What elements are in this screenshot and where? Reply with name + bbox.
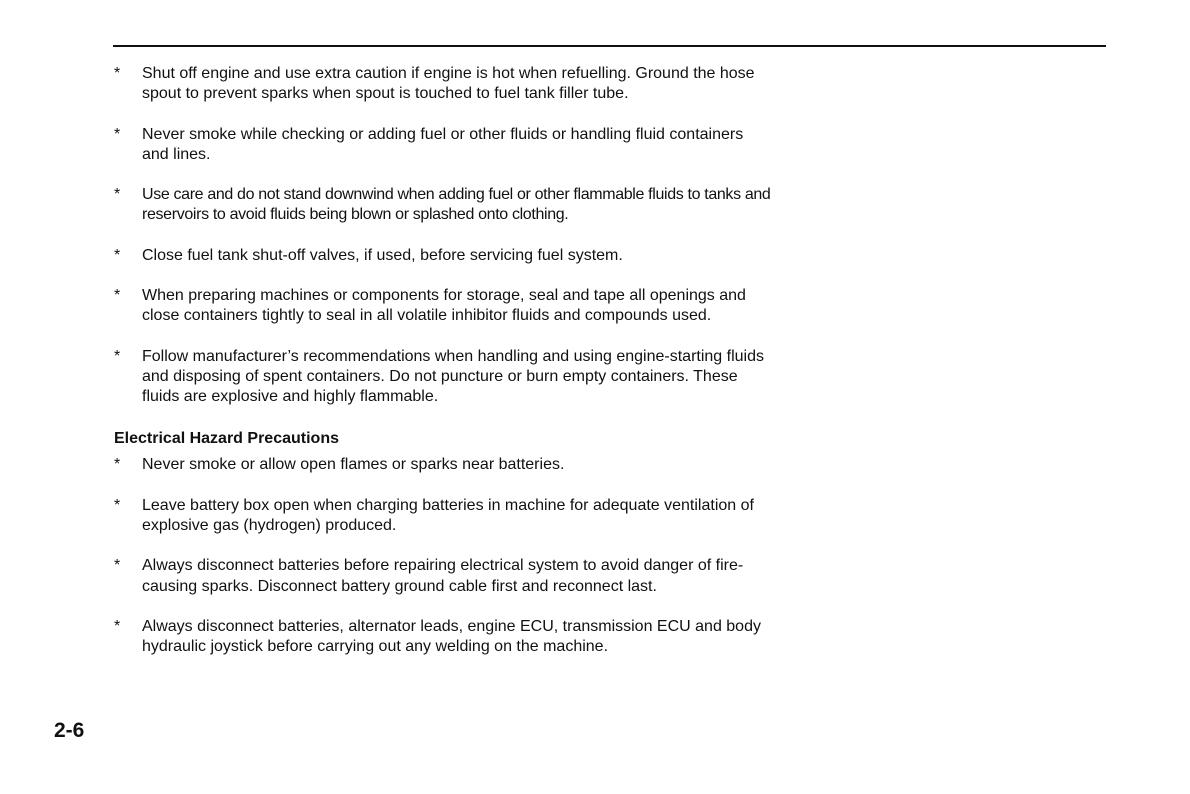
electrical-precaution-item bbox=[114, 455, 774, 475]
fuel-precaution-item bbox=[114, 286, 774, 326]
fuel-precaution-text: Follow manufacturer’s recommendations when handling and using engine-starting fluids and disposing of spent containers. Do not puncture or burn empty containers. These fluids are explosive and highly flammable. bbox=[142, 347, 764, 406]
fuel-precaution-item bbox=[114, 125, 774, 165]
bullet-asterisk: * bbox=[114, 496, 121, 514]
bullet-asterisk: * bbox=[114, 557, 121, 575]
bullet-asterisk: * bbox=[114, 456, 121, 474]
bullet-asterisk: * bbox=[114, 246, 121, 264]
page-content bbox=[114, 64, 774, 678]
bullet-asterisk: * bbox=[114, 65, 121, 82]
bullet-asterisk: * bbox=[114, 125, 121, 143]
bullet-asterisk: * bbox=[114, 186, 121, 204]
fuel-precaution-text: Close fuel tank shut-off valves, if used, before servicing fuel system. bbox=[142, 246, 623, 264]
electrical-precaution-text: Never smoke or allow open flames or sparks near batteries. bbox=[142, 456, 565, 474]
electrical-hazard-heading: Electrical Hazard Precautions bbox=[114, 430, 339, 448]
bullet-asterisk: * bbox=[114, 287, 121, 305]
electrical-precaution-item bbox=[114, 617, 774, 657]
electrical-precaution-item bbox=[114, 556, 774, 596]
page-number: 2-6 bbox=[54, 719, 85, 742]
fuel-precaution-item bbox=[114, 347, 774, 408]
fuel-precaution-item bbox=[114, 64, 774, 104]
fuel-precaution-text: When preparing machines or components for storage, seal and tape all openings and close containers tightly to seal in all volatile inhibitor fluids and compounds used. bbox=[142, 287, 746, 325]
header-rule bbox=[113, 45, 1106, 47]
fuel-precaution-text: Never smoke while checking or adding fuel or other fluids or handling fluid containers and lines. bbox=[142, 125, 744, 163]
fuel-precaution-text: Use care and do not stand downwind when adding fuel or other flammable fluids to tanks and reservoirs to avoid fluids being blown or splashed onto clothing. bbox=[142, 186, 771, 224]
electrical-precaution-text: Always disconnect batteries before repairing electrical system to avoid danger of fire-causing sparks. Disconnect battery ground cable first and reconnect last. bbox=[142, 557, 744, 595]
bullet-asterisk: * bbox=[114, 347, 121, 365]
electrical-precaution-text: Leave battery box open when charging batteries in machine for adequate ventilation of explosive gas (hydrogen) produced. bbox=[142, 496, 754, 534]
electrical-precaution-item bbox=[114, 496, 774, 536]
fuel-precaution-text: Shut off engine and use extra caution if engine is hot when refuelling. Ground the hose spout to prevent sparks when spout is touched to fuel tank filler tube. bbox=[142, 65, 755, 103]
fuel-precaution-item bbox=[114, 185, 774, 225]
bullet-asterisk: * bbox=[114, 617, 121, 635]
fuel-precaution-item bbox=[114, 246, 774, 266]
electrical-precaution-text: Always disconnect batteries, alternator leads, engine ECU, transmission ECU and body hydraulic joystick before carrying out any welding on the machine. bbox=[142, 617, 761, 656]
